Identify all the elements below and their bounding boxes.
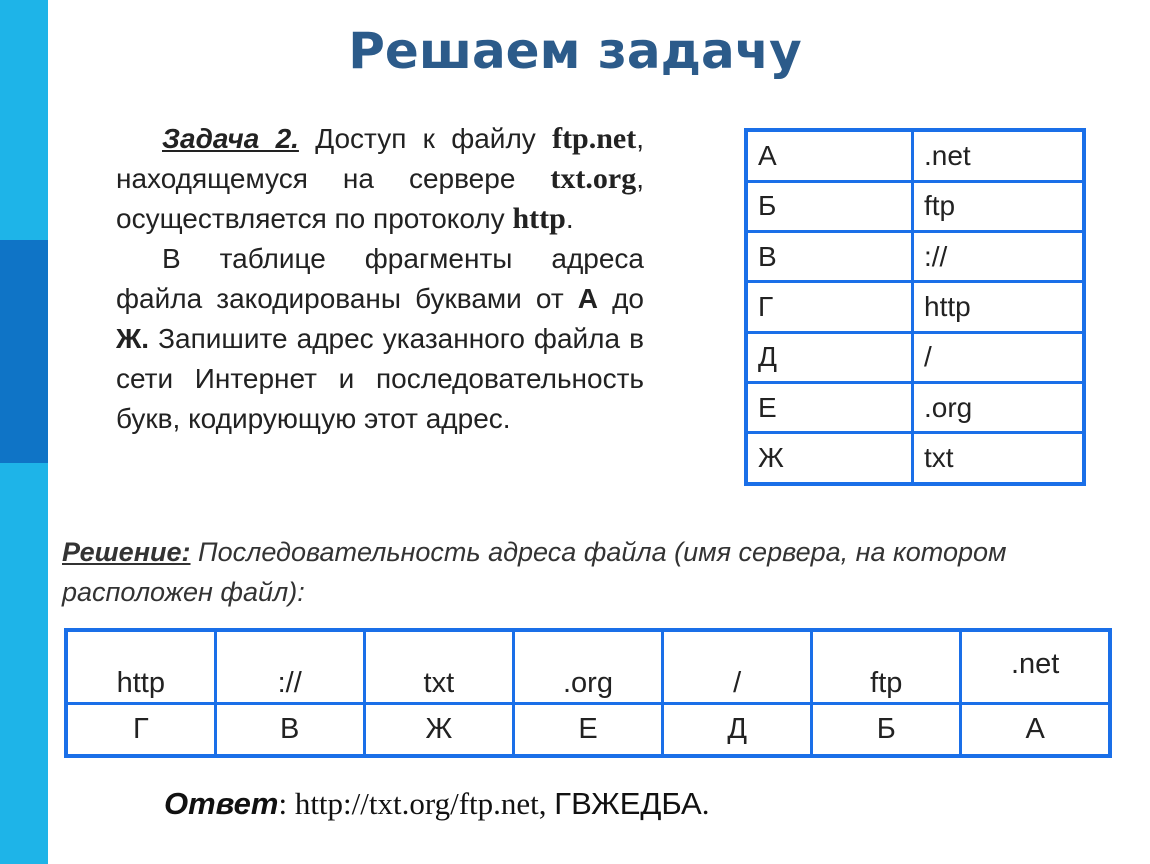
answer-letter: А: [961, 704, 1110, 756]
task-text-part: Доступ к файлу: [298, 123, 553, 154]
task-label: Задача 2.: [162, 123, 299, 154]
task-server-name: txt.org: [550, 162, 637, 195]
code-table-row: [746, 181, 1084, 231]
code-table-row: [746, 231, 1084, 281]
task-letter-to: Ж.: [116, 323, 150, 354]
solution-body: Последовательность адреса файла (имя сервера, на котором расположен файл):: [62, 537, 1007, 607]
code-letter: А: [746, 130, 913, 181]
task-text-part: Запишите адрес указанного файла в сети Интернет и последовательность букв, кодирующую этот адрес.: [116, 323, 644, 434]
code-fragment: ://: [913, 231, 1085, 281]
answer-letter: Г: [66, 704, 215, 756]
code-letter: В: [746, 231, 913, 281]
code-letter: Ж: [746, 433, 913, 484]
side-accent-bar-dark: [0, 240, 48, 463]
answer-fragment: ://: [215, 630, 364, 704]
answer-line: [164, 786, 709, 822]
code-table-row: [746, 282, 1084, 332]
answer-comma: ,: [538, 786, 555, 821]
task-text-part: .: [565, 203, 574, 234]
code-table: [744, 128, 1086, 486]
code-fragment: .org: [913, 383, 1085, 433]
solution-text: [62, 532, 1122, 612]
answer-letter: Д: [663, 704, 812, 756]
task-text-part: В таблице фрагменты адреса файла закодированы буквами от: [116, 243, 644, 314]
answer-letters-row: [66, 704, 1110, 756]
answer-code: ГВЖЕДБА: [554, 786, 702, 821]
answer-url: http://txt.org/ftp.net: [294, 786, 539, 821]
answer-fragment: /: [663, 630, 812, 704]
code-table-row: [746, 332, 1084, 382]
code-table-row: [746, 433, 1084, 484]
code-fragment: txt: [913, 433, 1085, 484]
answer-period: .: [701, 786, 710, 821]
answer-letter: Б: [812, 704, 961, 756]
task-paragraph-1: [116, 119, 644, 239]
answer-fragment: txt: [364, 630, 513, 704]
answer-fragment: http: [66, 630, 215, 704]
task-text-part: , осуществляется по протоколу: [116, 163, 644, 234]
code-table-row: [746, 383, 1084, 433]
answer-letter: Ж: [364, 704, 513, 756]
answer-letter: В: [215, 704, 364, 756]
code-letter: Б: [746, 181, 913, 231]
answer-label: Ответ: [164, 786, 279, 821]
code-letter: Г: [746, 282, 913, 332]
task-text-part: до: [598, 283, 644, 314]
code-fragment: .net: [913, 130, 1085, 181]
task-text-part: , находящемуся на сервере: [116, 123, 645, 194]
task-text: [116, 119, 644, 439]
code-fragment: http: [913, 282, 1085, 332]
code-fragment: ftp: [913, 181, 1085, 231]
task-letter-from: А: [577, 283, 598, 314]
page-title: Решаем задачу: [348, 22, 802, 80]
task-file-name: ftp.net: [552, 122, 637, 155]
answer-colon: :: [278, 786, 295, 821]
task-paragraph-2: [116, 239, 644, 439]
code-fragment: /: [913, 332, 1085, 382]
solution-label: Решение:: [62, 537, 191, 567]
answer-fragment: ftp: [812, 630, 961, 704]
code-table-row: [746, 130, 1084, 181]
answer-fragment: .org: [513, 630, 662, 704]
code-letter: Е: [746, 383, 913, 433]
answer-letter: Е: [513, 704, 662, 756]
task-protocol: http: [512, 202, 566, 235]
code-letter: Д: [746, 332, 913, 382]
answer-fragment: .net: [961, 630, 1110, 704]
answer-fragments-row: [66, 630, 1110, 704]
answer-table: [64, 628, 1112, 758]
